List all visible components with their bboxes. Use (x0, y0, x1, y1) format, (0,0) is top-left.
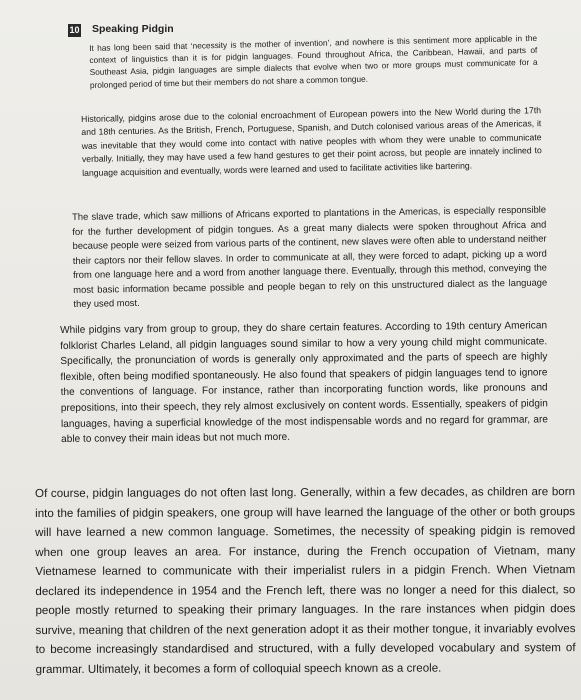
paragraph-1: It has long been said that ‘necessity is the mother of invention’, and nowhere is this sentiment more applicable in the context of linguistics than it is for pidgin languages. Found throughout Africa, the Caribbean, Hawaii, and parts of Southeast Asia, pidgin languages are simple dialects that evolve when two or more groups must communicate for a prolonged period of time but their members do not share a common tongue. (89, 32, 538, 90)
paragraph-3: The slave trade, which saw millions of Africans exported to plantations in the Americas, is especially responsible for the further development of pidgin tongues. As a great many dialects were spoken throughout Africa and because people were seized from various parts of the continent, new slaves were often able to understand neither their captors nor their fellow slaves. In order to communicate at all, they were forced to adapt, picking up a word from one language here and a word from another language there. Eventually, through this method, conveying the most basic information became possible and people began to rely on this unstructured dialect as the language they used most. (72, 203, 548, 309)
section-number-badge: 10 (69, 25, 80, 35)
section-title: Speaking Pidgin (92, 23, 174, 35)
paragraph-5: Of course, pidgin languages do not often last long. Generally, within a few decades, as children are born into the families of pidgin speakers, one group will have learned the language of the other or both groups will have learned a new common language. Sometimes, the necessity of speaking pidgin is removed when one group leaves an area. For instance, during the French occupation of Vietnam, many Vietnamese learned to communicate with their imperialist rulers in a pidgin French. When Vietnam declared its independence in 1954 and the French left, there was no longer a need for this dialect, so people mostly returned to speaking their primary languages. In the rare instances when pidgin does survive, meaning that children of the next generation adopt it as their mother tongue, it invariably evolves to become increasingly standardised and structured, with a fully developed vocabulary and system of grammar. Ultimately, it becomes a form of colloquial speech known as a creole. (35, 485, 576, 676)
paragraph-2: Historically, pidgins arose due to the colonial encroachment of European powers into the New World during the 17th and 18th centuries. As the British, French, Portuguese, Spanish, and Dutch colonised various areas of the Americas, it was inevitable that they would come into contact with native peoples with whom they were unable to communicate verbally. Initially, they may have used a few hand gestures to get their point across, but people are innately inclined to language acquisition and eventually, words were learned and used to facilitate activities like bartering. (81, 105, 542, 178)
paragraph-4: While pidgins vary from group to group, they do share certain features. According to 19th century American folklorist Charles Leland, all pidgin languages sound similar to how a very young child might communicate. Specifically, the pronunciation of words is generally only approximated and the parts of speech are highly flexible, often being modified spontaneously. He also found that speakers of pidgin languages tend to ignore the conventions of language. For instance, rather than incorporating function words, like pronouns and prepositions, into their speech, they rely almost exclusively on content words. Essentially, speakers of pidgin languages, having a superficial knowledge of the most indispensable words and no regard for grammar, are able to convey their main ideas but not much more. (60, 320, 549, 446)
